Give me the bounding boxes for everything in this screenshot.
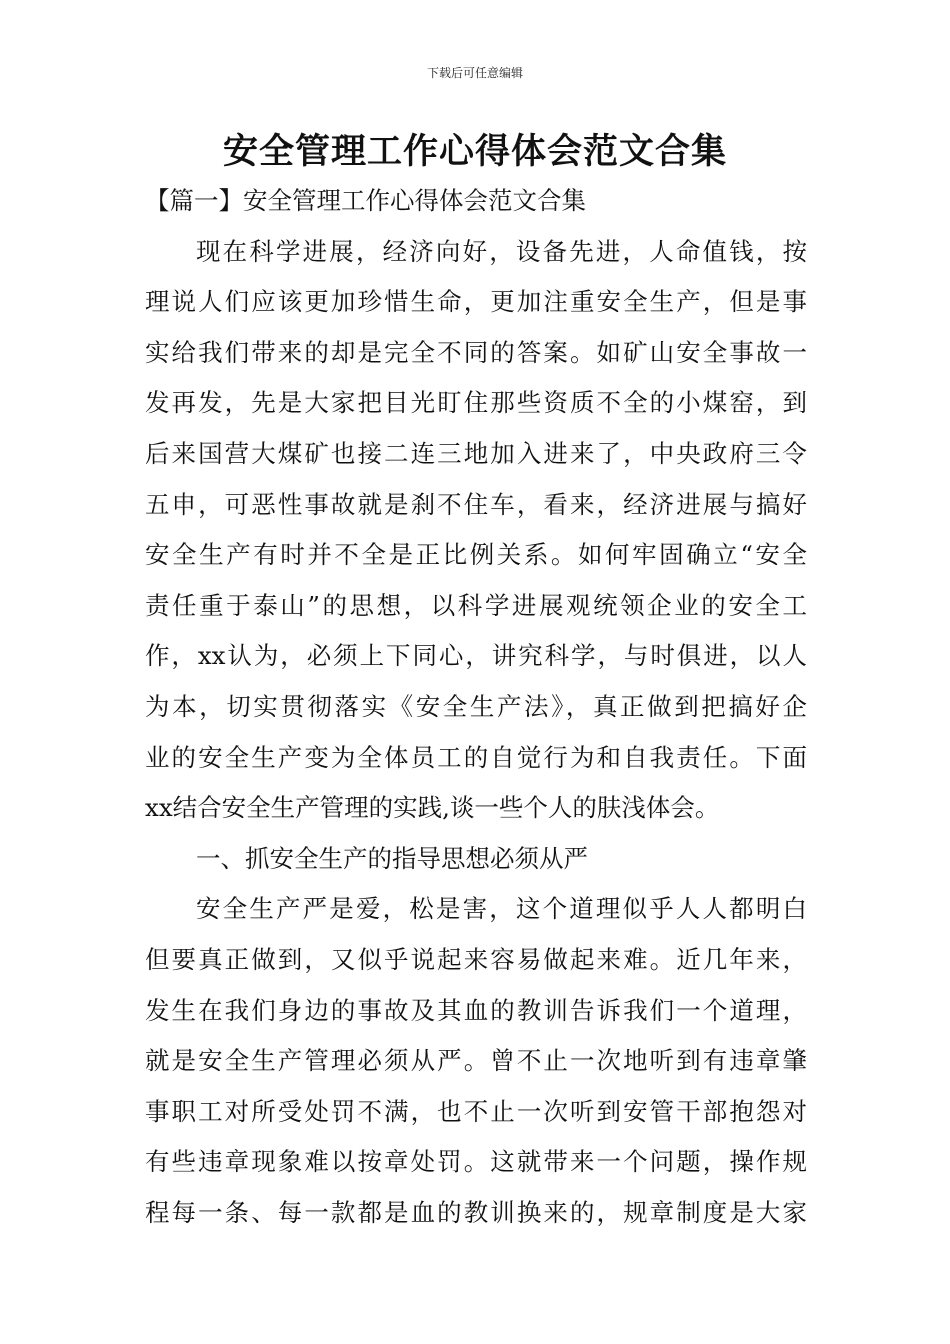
paragraph-line: 安全生产严是爱，松是害，这个道理似乎人人都明白: [196, 894, 807, 924]
subsection-heading: 一、抓安全生产的指导思想必须从严: [196, 843, 588, 873]
paragraph-line: 实给我们带来的却是完全不同的答案。如矿山安全事故一: [145, 337, 807, 367]
paragraph-line: 有些违章现象难以按章处罚。这就带来一个问题，操作规: [145, 1147, 807, 1177]
document-title: 安全管理工作心得体会范文合集: [222, 132, 727, 172]
document-body: [145, 176, 807, 1238]
paragraph-line: 现在科学进展，经济向好，设备先进，人命值钱，按: [196, 236, 807, 266]
paragraph-line: 五申，可恶性事故就是刹不住车，看来，经济进展与搞好: [145, 489, 807, 519]
paragraph-line: 程每一条、每一款都是血的教训换来的，规章制度是大家: [145, 1197, 807, 1227]
section-heading: 【篇一】安全管理工作心得体会范文合集: [145, 186, 586, 215]
paragraph-line: xx结合安全生产管理的实践,谈一些个人的肤浅体会。: [145, 793, 720, 823]
paragraph-line: 作，xx认为，必须上下同心，讲究科学，与时俱进，以人: [145, 641, 807, 671]
paragraph-line: 理说人们应该更加珍惜生命，更加注重安全生产，但是事: [145, 287, 807, 317]
paragraph-line: 发生在我们身边的事故及其血的教训告诉我们一个道理，: [145, 995, 807, 1025]
paragraph-line: 为本，切实贯彻落实《安全生产法》，真正做到把搞好企: [145, 691, 807, 721]
paragraph-line: 后来国营大煤矿也接二连三地加入进来了，中央政府三令: [145, 438, 807, 468]
paragraph-line: 业的安全生产变为全体员工的自觉行为和自我责任。下面: [145, 742, 807, 772]
paragraph-line: 但要真正做到，又似乎说起来容易做起来难。近几年来，: [145, 944, 807, 974]
paragraph-line: 发再发，先是大家把目光盯住那些资质不全的小煤窑，到: [145, 388, 807, 418]
paragraph-line: 就是安全生产管理必须从严。曾不止一次地听到有违章肇: [145, 1046, 807, 1076]
paragraph-line: 安全生产有时并不全是正比例关系。如何牢固确立“安全: [145, 540, 807, 570]
page-header-note: 下载后可任意编辑: [426, 66, 523, 80]
paragraph-line: 责任重于泰山”的思想，以科学进展观统领企业的安全工: [145, 590, 807, 620]
paragraph-line: 事职工对所受处罚不满，也不止一次听到安管干部抱怨对: [145, 1096, 807, 1126]
